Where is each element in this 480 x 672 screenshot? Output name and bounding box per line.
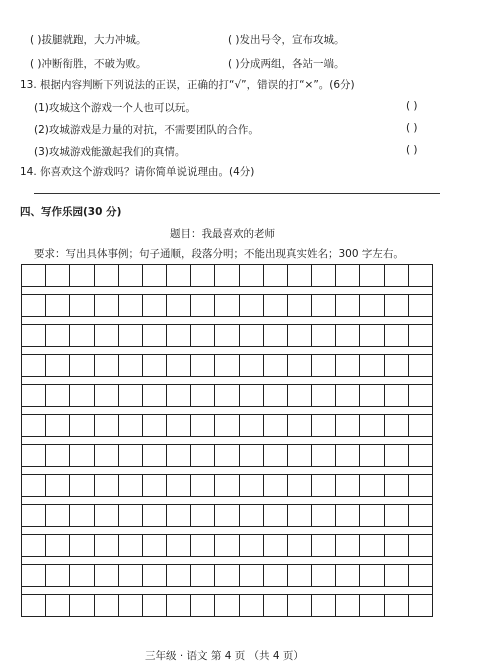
grid-row (22, 594, 432, 617)
grid-cell[interactable] (143, 415, 167, 436)
writing-grid[interactable] (21, 264, 433, 617)
grid-row (22, 384, 432, 407)
q13-statement-2: (2)攻城游戏是力量的对抗，不需要团队的合作。 (34, 124, 259, 136)
grid-cell[interactable] (22, 415, 46, 436)
grid-row (22, 534, 432, 557)
grid-cell[interactable] (409, 565, 432, 586)
grid-cell[interactable] (240, 415, 264, 436)
grid-cell[interactable] (70, 595, 94, 616)
grid-cell[interactable] (70, 565, 94, 586)
q12-item-4 (228, 56, 345, 71)
grid-cell[interactable] (215, 355, 239, 376)
grid-cell[interactable] (143, 325, 167, 346)
grid-row (22, 414, 432, 437)
grid-cell[interactable] (167, 415, 191, 436)
grid-cell[interactable] (240, 565, 264, 586)
grid-cell[interactable] (215, 265, 239, 286)
grid-cell[interactable] (191, 325, 215, 346)
grid-cell[interactable] (409, 295, 432, 316)
q12-item-text: 发出号令，宣布攻城。 (239, 34, 345, 46)
grid-cell[interactable] (288, 295, 312, 316)
grid-cell[interactable] (312, 595, 336, 616)
grid-cell[interactable] (215, 505, 239, 526)
grid-cell[interactable] (264, 505, 288, 526)
grid-cell[interactable] (119, 445, 143, 466)
grid-cell[interactable] (264, 265, 288, 286)
grid-cell[interactable] (22, 385, 46, 406)
grid-cell[interactable] (167, 535, 191, 556)
grid-cell[interactable] (95, 325, 119, 346)
grid-cell[interactable] (240, 445, 264, 466)
q12-item-3 (30, 56, 147, 71)
grid-row (22, 444, 432, 467)
grid-cell[interactable] (288, 385, 312, 406)
grid-row (22, 474, 432, 497)
q13-prompt: 13. 根据内容判断下列说法的正误，正确的打“√”，错误的打“×”。(6分) (20, 79, 355, 91)
grid-cell[interactable] (70, 475, 94, 496)
grid-cell[interactable] (22, 445, 46, 466)
grid-cell[interactable] (336, 445, 360, 466)
grid-cell[interactable] (46, 385, 70, 406)
grid-cell[interactable] (167, 385, 191, 406)
grid-cell[interactable] (312, 445, 336, 466)
grid-cell[interactable] (119, 415, 143, 436)
grid-cell[interactable] (409, 475, 432, 496)
grid-cell[interactable] (409, 265, 432, 286)
grid-cell[interactable] (312, 415, 336, 436)
grid-cell[interactable] (288, 505, 312, 526)
grid-cell[interactable] (360, 355, 384, 376)
grid-cell[interactable] (22, 325, 46, 346)
grid-cell[interactable] (385, 325, 409, 346)
grid-cell[interactable] (360, 595, 384, 616)
grid-cell[interactable] (46, 265, 70, 286)
grid-cell[interactable] (264, 355, 288, 376)
grid-cell[interactable] (191, 475, 215, 496)
grid-cell[interactable] (360, 295, 384, 316)
grid-cell[interactable] (215, 295, 239, 316)
grid-cell[interactable] (70, 445, 94, 466)
grid-cell[interactable] (385, 355, 409, 376)
grid-cell[interactable] (409, 415, 432, 436)
grid-cell[interactable] (336, 595, 360, 616)
grid-cell[interactable] (288, 325, 312, 346)
grid-cell[interactable] (264, 325, 288, 346)
grid-cell[interactable] (240, 265, 264, 286)
grid-cell[interactable] (191, 535, 215, 556)
grid-cell[interactable] (385, 445, 409, 466)
q14-answer-line[interactable] (34, 193, 440, 194)
q13-answer-1[interactable]: ( ) (406, 100, 418, 112)
grid-cell[interactable] (240, 295, 264, 316)
grid-cell[interactable] (288, 565, 312, 586)
grid-cell[interactable] (360, 505, 384, 526)
grid-cell[interactable] (312, 565, 336, 586)
grid-cell[interactable] (22, 595, 46, 616)
grid-cell[interactable] (240, 325, 264, 346)
grid-cell[interactable] (312, 385, 336, 406)
grid-cell[interactable] (143, 265, 167, 286)
grid-cell[interactable] (95, 445, 119, 466)
grid-cell[interactable] (119, 565, 143, 586)
grid-cell[interactable] (119, 355, 143, 376)
grid-cell[interactable] (22, 475, 46, 496)
grid-cell[interactable] (70, 385, 94, 406)
grid-cell[interactable] (215, 595, 239, 616)
grid-row (22, 324, 432, 347)
grid-cell[interactable] (119, 595, 143, 616)
grid-cell[interactable] (70, 295, 94, 316)
grid-cell[interactable] (360, 475, 384, 496)
grid-cell[interactable] (409, 325, 432, 346)
grid-cell[interactable] (143, 295, 167, 316)
grid-cell[interactable] (22, 565, 46, 586)
grid-cell[interactable] (119, 265, 143, 286)
grid-cell[interactable] (143, 595, 167, 616)
grid-cell[interactable] (312, 295, 336, 316)
grid-cell[interactable] (336, 475, 360, 496)
grid-cell[interactable] (70, 505, 94, 526)
grid-cell[interactable] (95, 265, 119, 286)
grid-cell[interactable] (119, 295, 143, 316)
grid-cell[interactable] (46, 565, 70, 586)
grid-cell[interactable] (119, 325, 143, 346)
q13-statement-3: (3)攻城游戏能激起我们的真情。 (34, 146, 186, 158)
grid-cell[interactable] (119, 475, 143, 496)
grid-cell[interactable] (288, 265, 312, 286)
grid-cell[interactable] (70, 325, 94, 346)
grid-cell[interactable] (143, 385, 167, 406)
grid-cell[interactable] (95, 565, 119, 586)
grid-row (22, 264, 432, 287)
grid-cell[interactable] (143, 475, 167, 496)
grid-cell[interactable] (336, 565, 360, 586)
grid-cell[interactable] (46, 415, 70, 436)
grid-cell[interactable] (46, 475, 70, 496)
grid-cell[interactable] (143, 565, 167, 586)
grid-cell[interactable] (70, 535, 94, 556)
grid-cell[interactable] (215, 415, 239, 436)
grid-cell[interactable] (264, 595, 288, 616)
grid-cell[interactable] (46, 355, 70, 376)
grid-cell[interactable] (191, 355, 215, 376)
grid-cell[interactable] (215, 445, 239, 466)
grid-cell[interactable] (409, 385, 432, 406)
grid-cell[interactable] (167, 325, 191, 346)
grid-cell[interactable] (385, 475, 409, 496)
grid-cell[interactable] (46, 325, 70, 346)
grid-cell[interactable] (264, 385, 288, 406)
grid-cell[interactable] (240, 475, 264, 496)
grid-cell[interactable] (409, 505, 432, 526)
essay-requirements: 要求：写出具体事例；句子通顺，段落分明；不能出现真实姓名；300 字左右。 (34, 248, 404, 260)
grid-cell[interactable] (336, 295, 360, 316)
grid-cell[interactable] (22, 295, 46, 316)
grid-cell[interactable] (336, 505, 360, 526)
grid-cell[interactable] (95, 385, 119, 406)
grid-cell[interactable] (191, 595, 215, 616)
grid-cell[interactable] (409, 355, 432, 376)
grid-cell[interactable] (215, 385, 239, 406)
grid-cell[interactable] (191, 265, 215, 286)
grid-cell[interactable] (336, 265, 360, 286)
answer-paren[interactable]: ( ) (228, 34, 240, 46)
grid-cell[interactable] (167, 475, 191, 496)
grid-cell[interactable] (70, 265, 94, 286)
grid-cell[interactable] (264, 415, 288, 436)
grid-cell[interactable] (336, 535, 360, 556)
grid-cell[interactable] (409, 595, 432, 616)
grid-cell[interactable] (167, 295, 191, 316)
grid-cell[interactable] (95, 415, 119, 436)
grid-cell[interactable] (215, 565, 239, 586)
grid-cell[interactable] (385, 535, 409, 556)
grid-row (22, 504, 432, 527)
grid-row (22, 294, 432, 317)
grid-cell[interactable] (143, 535, 167, 556)
grid-cell[interactable] (167, 505, 191, 526)
grid-cell[interactable] (46, 535, 70, 556)
answer-paren[interactable]: ( ) (30, 34, 42, 46)
grid-cell[interactable] (191, 385, 215, 406)
grid-cell[interactable] (70, 355, 94, 376)
grid-cell[interactable] (312, 355, 336, 376)
q12-item-1 (30, 32, 147, 47)
q13-answer-2[interactable]: ( ) (406, 122, 418, 134)
grid-cell[interactable] (312, 505, 336, 526)
grid-cell[interactable] (264, 565, 288, 586)
grid-cell[interactable] (167, 445, 191, 466)
grid-cell[interactable] (119, 535, 143, 556)
grid-cell[interactable] (385, 295, 409, 316)
answer-paren[interactable]: ( ) (30, 58, 42, 70)
grid-cell[interactable] (240, 595, 264, 616)
grid-cell[interactable] (46, 295, 70, 316)
q13-answer-3[interactable]: ( ) (406, 144, 418, 156)
grid-cell[interactable] (336, 385, 360, 406)
grid-cell[interactable] (215, 535, 239, 556)
grid-cell[interactable] (385, 505, 409, 526)
grid-cell[interactable] (360, 415, 384, 436)
grid-cell[interactable] (360, 445, 384, 466)
grid-cell[interactable] (95, 295, 119, 316)
grid-cell[interactable] (167, 355, 191, 376)
grid-cell[interactable] (22, 355, 46, 376)
grid-cell[interactable] (215, 325, 239, 346)
grid-cell[interactable] (240, 385, 264, 406)
grid-cell[interactable] (385, 595, 409, 616)
grid-cell[interactable] (167, 595, 191, 616)
q12-item-2 (228, 32, 345, 47)
grid-cell[interactable] (385, 265, 409, 286)
grid-cell[interactable] (46, 505, 70, 526)
grid-cell[interactable] (143, 445, 167, 466)
grid-cell[interactable] (360, 535, 384, 556)
grid-cell[interactable] (240, 505, 264, 526)
grid-cell[interactable] (191, 445, 215, 466)
answer-paren[interactable]: ( ) (228, 58, 240, 70)
grid-cell[interactable] (95, 535, 119, 556)
grid-cell[interactable] (409, 535, 432, 556)
grid-cell[interactable] (264, 475, 288, 496)
grid-cell[interactable] (22, 505, 46, 526)
grid-row (22, 354, 432, 377)
grid-cell[interactable] (191, 295, 215, 316)
grid-cell[interactable] (22, 535, 46, 556)
grid-cell[interactable] (360, 325, 384, 346)
grid-cell[interactable] (46, 595, 70, 616)
grid-cell[interactable] (312, 265, 336, 286)
grid-cell[interactable] (385, 385, 409, 406)
grid-cell[interactable] (215, 475, 239, 496)
grid-row (22, 564, 432, 587)
grid-cell[interactable] (336, 325, 360, 346)
grid-cell[interactable] (70, 415, 94, 436)
grid-cell[interactable] (409, 445, 432, 466)
essay-title: 题目：我最喜欢的老师 (170, 228, 275, 240)
grid-cell[interactable] (143, 505, 167, 526)
grid-cell[interactable] (119, 505, 143, 526)
grid-cell[interactable] (119, 385, 143, 406)
grid-cell[interactable] (95, 355, 119, 376)
q12-item-text: 分成两组，各站一端。 (239, 58, 345, 70)
grid-cell[interactable] (46, 445, 70, 466)
grid-cell[interactable] (95, 505, 119, 526)
grid-cell[interactable] (312, 535, 336, 556)
grid-cell[interactable] (385, 415, 409, 436)
grid-cell[interactable] (360, 385, 384, 406)
grid-cell[interactable] (191, 415, 215, 436)
section-header: 四、写作乐园(30 分) (20, 206, 122, 218)
grid-cell[interactable] (288, 445, 312, 466)
grid-cell[interactable] (312, 325, 336, 346)
grid-cell[interactable] (288, 415, 312, 436)
grid-cell[interactable] (288, 595, 312, 616)
grid-cell[interactable] (95, 475, 119, 496)
grid-cell[interactable] (360, 265, 384, 286)
grid-cell[interactable] (264, 535, 288, 556)
grid-cell[interactable] (264, 295, 288, 316)
grid-cell[interactable] (360, 565, 384, 586)
grid-cell[interactable] (288, 535, 312, 556)
q12-item-text: 冲断衔胜，不破为败。 (41, 58, 147, 70)
grid-cell[interactable] (336, 355, 360, 376)
q14-prompt: 14. 你喜欢这个游戏吗？请你简单说说理由。(4分) (20, 166, 255, 178)
grid-cell[interactable] (336, 415, 360, 436)
grid-cell[interactable] (288, 475, 312, 496)
grid-cell[interactable] (288, 355, 312, 376)
page-footer: 三年级 · 语文 第 4 页 （共 4 页） (145, 650, 304, 662)
grid-cell[interactable] (240, 355, 264, 376)
q12-item-text: 拔腿就跑，大力冲城。 (41, 34, 147, 46)
grid-cell[interactable] (191, 565, 215, 586)
grid-cell[interactable] (167, 265, 191, 286)
grid-cell[interactable] (191, 505, 215, 526)
grid-cell[interactable] (143, 355, 167, 376)
q13-statement-1: (1)攻城这个游戏一个人也可以玩。 (34, 102, 196, 114)
grid-cell[interactable] (312, 475, 336, 496)
grid-cell[interactable] (264, 445, 288, 466)
grid-cell[interactable] (167, 565, 191, 586)
grid-cell[interactable] (22, 265, 46, 286)
grid-cell[interactable] (385, 565, 409, 586)
grid-cell[interactable] (95, 595, 119, 616)
grid-cell[interactable] (240, 535, 264, 556)
